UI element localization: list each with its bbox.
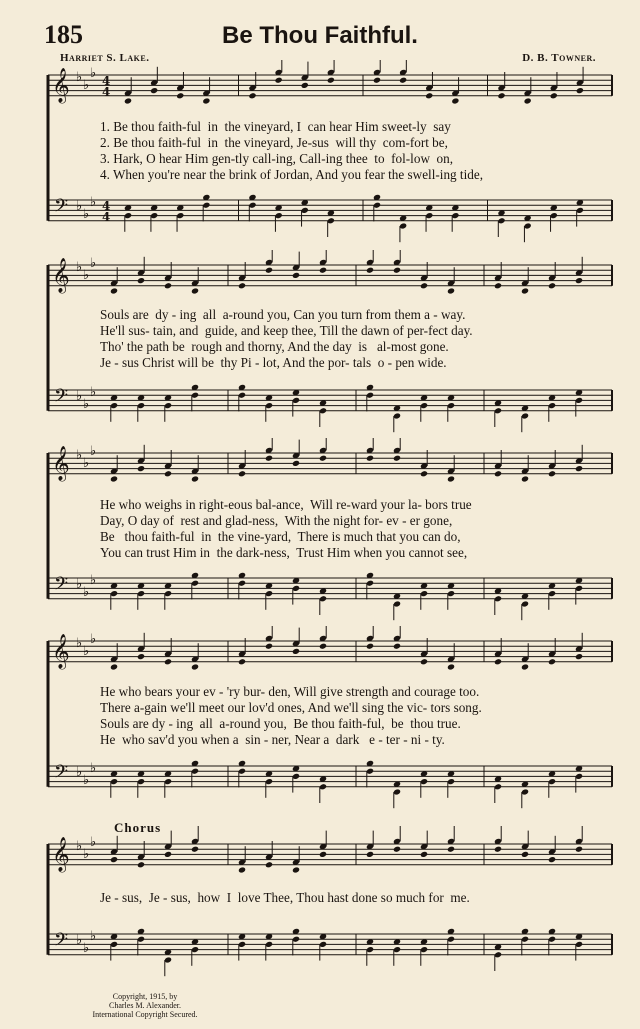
flat-icon: ♭ (83, 941, 90, 956)
note-head (292, 460, 300, 467)
flat-icon: ♭ (76, 577, 83, 592)
verse-line: 4. When you're near the brink of Jordan, And you fear the swell-ing tide, (100, 167, 483, 182)
note-head (191, 287, 199, 294)
note-head (265, 643, 273, 650)
note-head (521, 475, 529, 482)
note-head (275, 77, 283, 84)
verse-line: Je - sus Christ will be thy Pi - lot, And the por- tals o - pen wide. (100, 355, 447, 370)
verse-line: He who weighs in right-eous bal-ance, Will re-ward your la- bors true (100, 497, 472, 512)
note-head (292, 648, 300, 655)
note-head (420, 470, 428, 477)
flat-icon: ♭ (76, 839, 83, 854)
note-head (238, 658, 246, 665)
system-2-verses (100, 307, 612, 371)
bass-clef-icon: 𝄢 (54, 930, 69, 955)
flat-icon: ♭ (90, 573, 97, 588)
verse-line: Day, O day of rest and glad-ness, With the night for- ev - er gone, (100, 513, 453, 528)
note-head (164, 470, 172, 477)
note-head (521, 663, 529, 670)
flat-icon: ♭ (83, 644, 90, 659)
note-head (327, 77, 335, 84)
note-head (521, 287, 529, 294)
note-head (238, 470, 246, 477)
note-head (494, 470, 502, 477)
note-head (366, 267, 374, 274)
note-head (451, 97, 459, 104)
system-5-music (0, 826, 640, 986)
chorus-label: Chorus (114, 820, 162, 835)
note-head (137, 277, 145, 284)
note-head (575, 465, 583, 472)
note-head (575, 653, 583, 660)
note-head (366, 455, 374, 462)
flat-icon: ♭ (90, 66, 97, 81)
flat-icon: ♭ (76, 933, 83, 948)
verse-line: 3. Hark, O hear Him gen-tly call-ing, Call-ing thee to fol-low on, (100, 151, 454, 166)
note-head (447, 663, 455, 670)
bass-clef-icon: 𝄢 (54, 574, 69, 599)
bass-clef-icon: 𝄢 (54, 196, 69, 221)
treble-clef-icon: 𝄞 (52, 837, 70, 872)
note-head (425, 92, 433, 99)
flat-icon: ♭ (83, 456, 90, 471)
flat-icon: ♭ (76, 765, 83, 780)
hymn-composer: D. B. Towner. (522, 52, 596, 64)
note-head (191, 663, 199, 670)
flat-icon: ♭ (83, 268, 90, 283)
treble-clef-icon: 𝄞 (52, 446, 70, 481)
note-head (191, 475, 199, 482)
note-head (420, 282, 428, 289)
note-head (110, 663, 118, 670)
note-head (110, 475, 118, 482)
treble-clef-icon: 𝄞 (52, 634, 70, 669)
verse-line: Tho' the path be rough and thorny, And the day is al-most gone. (100, 339, 449, 354)
note-head (301, 82, 309, 89)
note-head (575, 277, 583, 284)
hymn-title: Be Thou Faithful. (222, 22, 418, 49)
note-head (548, 658, 556, 665)
time-signature: 4 (102, 74, 111, 88)
note-head (548, 282, 556, 289)
flat-icon: ♭ (90, 835, 97, 850)
verse-line: Souls are dy - ing all a-round you, Can you turn from them a - way. (100, 307, 466, 322)
verse-line: There a-gain we'll meet our lov'd ones, And we'll sing the vic- tors song. (100, 700, 482, 715)
note-head (319, 851, 327, 858)
note-head (447, 475, 455, 482)
note-head (521, 851, 529, 858)
flat-icon: ♭ (76, 260, 83, 275)
note-head (110, 287, 118, 294)
verse-line: Be thou faith-ful in the vine-yard, There is much that you can do, (100, 529, 461, 544)
flat-icon: ♭ (90, 761, 97, 776)
note-head (202, 97, 210, 104)
flat-icon: ♭ (83, 585, 90, 600)
flat-icon: ♭ (90, 929, 97, 944)
note-head (420, 851, 428, 858)
note-head (548, 470, 556, 477)
note-head (137, 653, 145, 660)
flat-icon: ♭ (83, 207, 90, 222)
verse-line: 2. Be thou faith-ful in the vineyard, Je-sus will thy com-fort be, (100, 135, 448, 150)
note-head (137, 861, 145, 868)
flat-icon: ♭ (76, 199, 83, 214)
note-head (124, 97, 132, 104)
note-head (366, 643, 374, 650)
note-head (366, 851, 374, 858)
note-head (494, 846, 502, 853)
note-head (292, 272, 300, 279)
note-head (238, 866, 246, 873)
flat-icon: ♭ (90, 632, 97, 647)
note-head (164, 851, 172, 858)
verse-line: 1. Be thou faith-ful in the vineyard, I can hear Him sweet-ly say (100, 119, 451, 134)
verse-line: Souls are dy - ing all a-round you, Be thou faith-ful, be thou true. (100, 716, 461, 731)
note-head (164, 282, 172, 289)
note-head (191, 846, 199, 853)
treble-clef-icon: 𝄞 (52, 68, 70, 103)
copyright-line: Copyright, 1915, by (112, 992, 178, 1001)
flat-icon: ♭ (83, 397, 90, 412)
note-head (176, 92, 184, 99)
flat-icon: ♭ (83, 78, 90, 93)
hymn-number: 185 (44, 20, 83, 49)
note-head (550, 92, 558, 99)
note-head (494, 282, 502, 289)
flat-icon: ♭ (76, 636, 83, 651)
note-head (164, 658, 172, 665)
note-head (393, 643, 401, 650)
hymn-author: Harriet S. Lake. (60, 52, 150, 64)
note-head (319, 267, 327, 274)
verse-line: He who bears your ev - 'ry bur- den, Will give strength and courage too. (100, 684, 480, 699)
note-head (548, 856, 556, 863)
treble-clef-icon: 𝄞 (52, 258, 70, 293)
note-head (265, 455, 273, 462)
note-head (373, 77, 381, 84)
note-head (524, 97, 532, 104)
note-head (399, 77, 407, 84)
flat-icon: ♭ (76, 448, 83, 463)
note-head (393, 846, 401, 853)
copyright-line: International Copyright Secured. (92, 1010, 198, 1019)
flat-icon: ♭ (83, 847, 90, 862)
verse-line: He'll sus- tain, and guide, and keep thee, Till the dawn of per-fect day. (100, 323, 473, 338)
note-head (248, 92, 256, 99)
time-signature: 4 (102, 85, 111, 99)
copyright-notice (70, 992, 220, 1019)
time-signature: 4 (102, 210, 111, 224)
verse-line: Je - sus, Je - sus, how I love Thee, Thou hast done so much for me. (100, 890, 470, 905)
flat-icon: ♭ (90, 195, 97, 210)
note-head (447, 846, 455, 853)
copyright-line: Charles M. Alexander. (109, 1001, 181, 1010)
system-1-verses (100, 119, 612, 183)
flat-icon: ♭ (90, 256, 97, 271)
verse-line: You can trust Him in the dark-ness, Trust Him when you cannot see, (100, 545, 468, 560)
note-head (150, 87, 158, 94)
verse-line: He who sav'd you when a sin - ner, Near a dark e - ter - ni - ty. (100, 732, 445, 747)
system-5-verses (100, 890, 612, 906)
note-head (265, 861, 273, 868)
note-head (576, 87, 584, 94)
note-head (447, 287, 455, 294)
system-4-verses (100, 684, 612, 748)
bass-clef-icon: 𝄢 (54, 386, 69, 411)
note-head (137, 465, 145, 472)
note-head (238, 282, 246, 289)
note-head (494, 658, 502, 665)
note-head (497, 92, 505, 99)
flat-icon: ♭ (90, 385, 97, 400)
note-head (393, 455, 401, 462)
note-head (265, 267, 273, 274)
system-3-verses (100, 497, 612, 561)
note-head (575, 846, 583, 853)
flat-icon: ♭ (76, 70, 83, 85)
note-head (110, 856, 118, 863)
note-head (393, 267, 401, 274)
bass-clef-icon: 𝄢 (54, 762, 69, 787)
flat-icon: ♭ (76, 389, 83, 404)
time-signature: 4 (102, 199, 111, 213)
note-head (319, 643, 327, 650)
note-head (420, 658, 428, 665)
note-head (319, 455, 327, 462)
flat-icon: ♭ (83, 773, 90, 788)
note-head (292, 866, 300, 873)
flat-icon: ♭ (90, 444, 97, 459)
